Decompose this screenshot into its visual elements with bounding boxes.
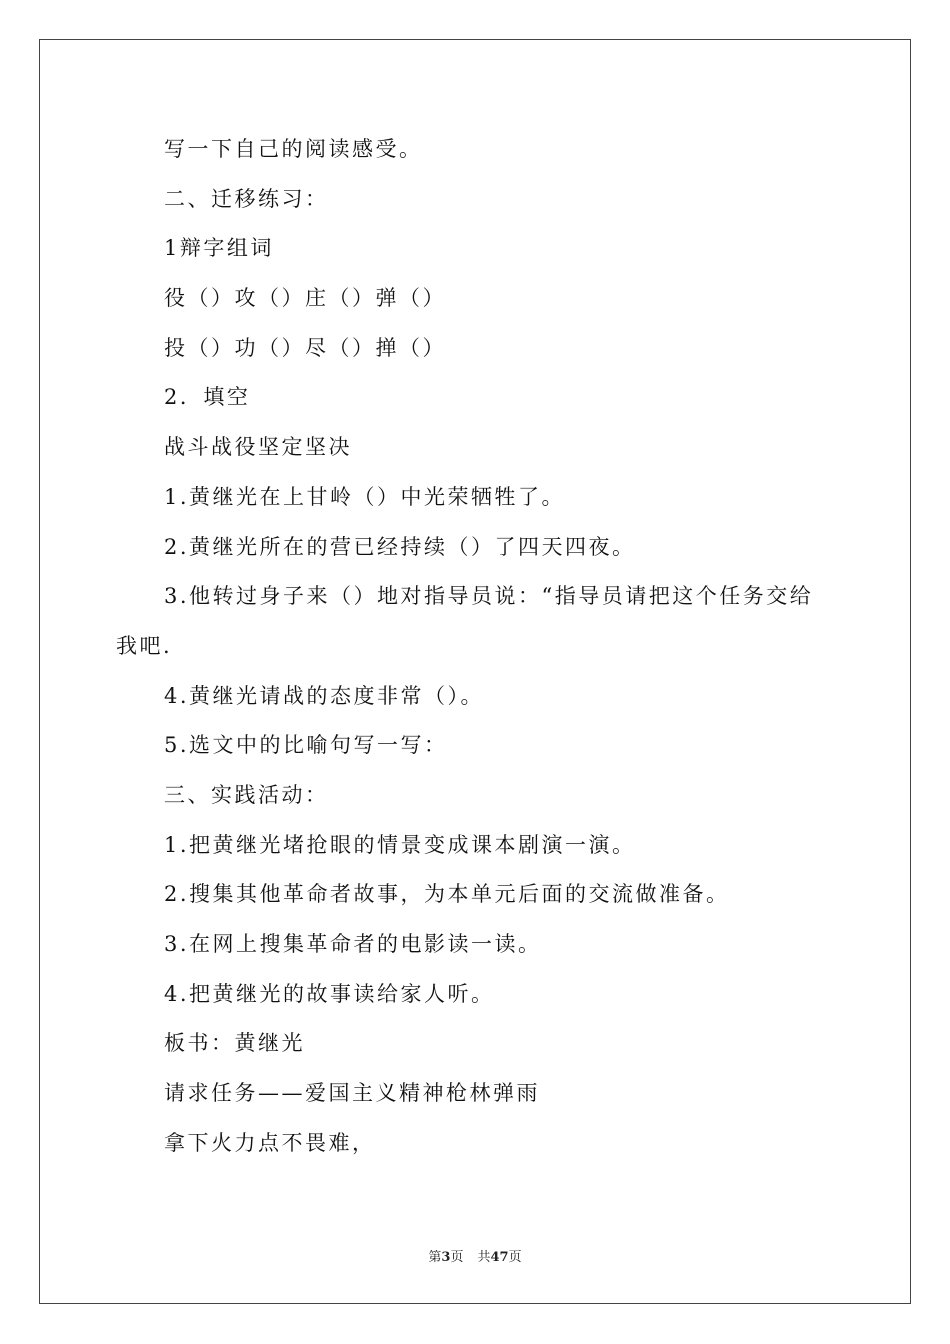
- text-line: 2.黄继光所在的营已经持续（）了四天四夜。: [164, 534, 636, 559]
- total-pages: 47: [490, 1250, 509, 1265]
- text-line-continuation: 我吧.: [116, 633, 173, 658]
- text-line: 1.黄继光在上甘岭（）中光荣牺牲了。: [164, 484, 566, 509]
- text-line: 请求任务——爱国主义精神枪林弹雨: [164, 1081, 540, 1106]
- text-line: 2．填空: [164, 385, 251, 410]
- page-number: 3: [441, 1250, 451, 1265]
- text-line: 写一下自己的阅读感受。: [164, 137, 423, 161]
- text-line: 1.把黄继光堵抢眼的情景变成课本剧演一演。: [164, 832, 636, 857]
- document-body: [0, 125, 950, 1168]
- text-line: 拿下火力点不畏难，: [164, 1130, 376, 1155]
- text-line: 役（）攻（）庄（）弹（）: [164, 286, 446, 311]
- page-prefix: 第: [428, 1250, 442, 1265]
- section-heading: 二、迁移练习：: [164, 186, 329, 211]
- text-line: 板书：黄继光: [164, 1031, 305, 1056]
- text-line: 4.把黄继光的故事读给家人听。: [164, 981, 495, 1006]
- text-line: 投（）功（）尽（）掸（）: [164, 335, 446, 360]
- text-line: 1辩字组词: [164, 236, 274, 261]
- section-heading: 三、实践活动：: [164, 782, 329, 807]
- text-line: 3.他转过身子来（）地对指导员说：“指导员请把这个任务交给: [164, 584, 814, 609]
- text-line: 4.黄继光请战的态度非常（）。: [164, 683, 485, 708]
- total-suffix: 页: [508, 1250, 522, 1265]
- total-prefix: 共: [477, 1250, 491, 1265]
- text-line: 2.搜集其他革命者故事，为本单元后面的交流做准备。: [164, 882, 730, 907]
- text-line: 战斗战役坚定坚决: [164, 435, 352, 460]
- page-footer: [0, 1246, 950, 1265]
- text-line: 3.在网上搜集革命者的电影读一读。: [164, 932, 542, 956]
- text-line: 5.选文中的比喻句写一写：: [164, 733, 448, 758]
- page-suffix: 页: [450, 1250, 464, 1265]
